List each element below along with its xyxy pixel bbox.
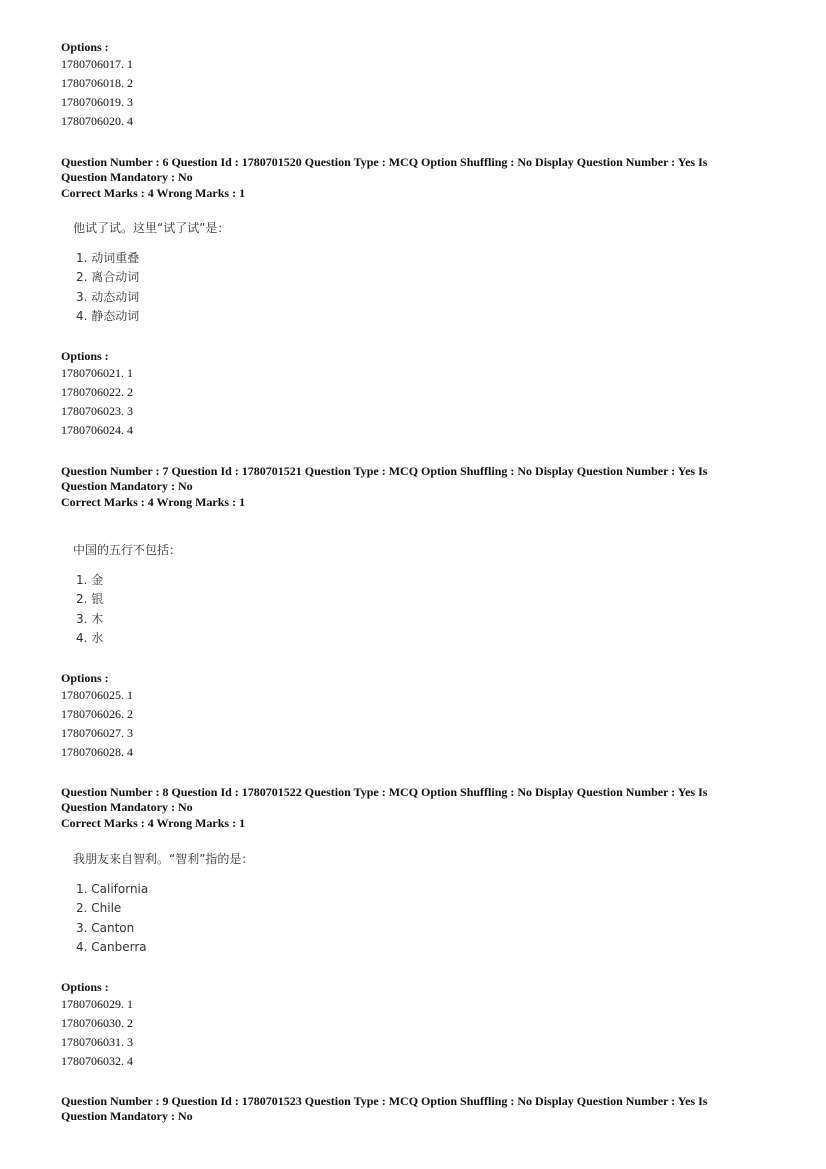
option-item: 1780706027. 3 <box>61 726 133 740</box>
choice-item: 4. Canberra <box>76 939 147 954</box>
choice-list <box>76 571 103 648</box>
choice-item: 3. Canton <box>76 920 135 935</box>
option-item: 1780706023. 3 <box>61 404 133 418</box>
question-meta: Question Number : 6 Question Id : 1780701520 Question Type : MCQ Option Shuffling : No Display Question Number : Yes Is <box>61 155 708 169</box>
choice-item: 3. 动态动词 <box>76 289 140 304</box>
choice-item: 4. 水 <box>76 630 104 645</box>
question-text: 他试了试。这里“试了试”是： <box>73 221 230 235</box>
options-label: Options : <box>61 671 109 685</box>
choice-item: 2. 离合动词 <box>76 270 140 285</box>
option-item: 1780706030. 2 <box>61 1016 133 1030</box>
options-label: Options : <box>61 40 109 54</box>
choice-list <box>76 249 139 326</box>
question-text: 中国的五行不包括： <box>73 543 182 557</box>
choice-item: 2. 银 <box>76 592 104 607</box>
option-item: 1780706021. 1 <box>61 366 133 380</box>
option-item: 1780706028. 4 <box>61 745 133 759</box>
question-header <box>61 785 761 831</box>
question-meta: Question Number : 7 Question Id : 1780701521 Question Type : MCQ Option Shuffling : No Display Question Number : Yes Is <box>61 464 708 478</box>
choice-item: 3. 木 <box>76 611 104 626</box>
options-list <box>61 995 761 1071</box>
option-item: 1780706024. 4 <box>61 423 133 437</box>
question-marks: Correct Marks : 4 Wrong Marks : 1 <box>61 186 246 200</box>
choice-item: 4. 静态动词 <box>76 308 140 323</box>
option-item: 1780706032. 4 <box>61 1054 133 1068</box>
option-item: 1780706025. 1 <box>61 688 133 702</box>
question-marks: Correct Marks : 4 Wrong Marks : 1 <box>61 816 246 830</box>
choice-list <box>76 880 148 957</box>
option-item: 1780706020. 4 <box>61 114 133 128</box>
option-item: 1780706029. 1 <box>61 997 133 1011</box>
options-label: Options : <box>61 980 109 994</box>
options-list <box>61 364 761 440</box>
question-header <box>61 1094 761 1124</box>
question-text: 我朋友来自智利。“智利”指的是： <box>73 852 254 866</box>
question-header <box>61 155 761 201</box>
option-item: 1780706018. 2 <box>61 76 133 90</box>
option-item: 1780706019. 3 <box>61 95 133 109</box>
options-label: Options : <box>61 349 109 363</box>
options-list <box>61 55 761 131</box>
question-header <box>61 464 761 510</box>
option-item: 1780706031. 3 <box>61 1035 133 1049</box>
choice-item: 1. California <box>76 882 149 896</box>
question-marks: Correct Marks : 4 Wrong Marks : 1 <box>61 495 246 509</box>
question-mandatory: Question Mandatory : No <box>61 479 193 493</box>
choice-item: 1. 金 <box>76 573 104 587</box>
choice-item: 2. Chile <box>76 901 122 916</box>
choice-item: 1. 动词重叠 <box>76 251 140 265</box>
option-item: 1780706022. 2 <box>61 385 133 399</box>
question-meta: Question Number : 9 Question Id : 1780701523 Question Type : MCQ Option Shuffling : No Display Question Number : Yes Is <box>61 1094 708 1108</box>
question-meta: Question Number : 8 Question Id : 1780701522 Question Type : MCQ Option Shuffling : No Display Question Number : Yes Is <box>61 785 708 799</box>
question-mandatory: Question Mandatory : No <box>61 800 193 814</box>
option-item: 1780706017. 1 <box>61 57 133 71</box>
option-item: 1780706026. 2 <box>61 707 133 721</box>
question-mandatory: Question Mandatory : No <box>61 170 193 184</box>
question-mandatory: Question Mandatory : No <box>61 1109 193 1123</box>
options-list <box>61 686 761 762</box>
